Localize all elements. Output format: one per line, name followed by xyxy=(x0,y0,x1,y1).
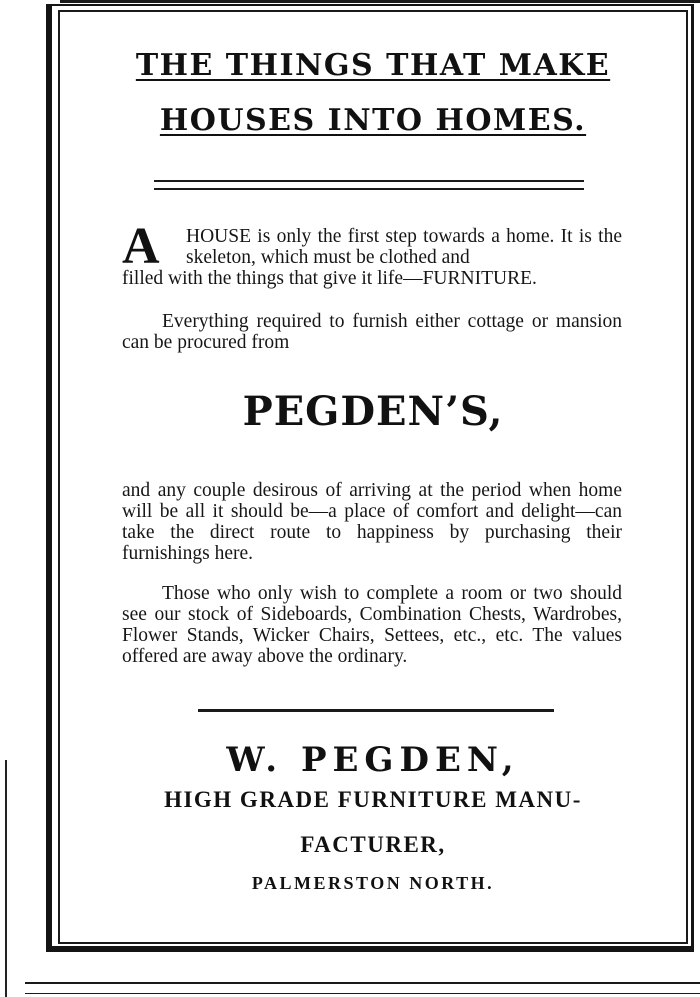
paragraph-1-closing: filled with the things that give it life—FURNITURE. xyxy=(122,268,537,289)
paragraph-1-opening: HOUSE is only the first step towards a home. It is the skeleton, which must be clothed and xyxy=(186,226,622,268)
left-edge-line xyxy=(5,760,7,997)
signature-divider xyxy=(198,709,554,712)
signature-line-1: HIGH GRADE FURNITURE MANU- xyxy=(164,787,582,812)
signature-name: W. PEGDEN, xyxy=(226,740,520,780)
signature-line-2: FACTURER, xyxy=(300,832,446,857)
signature-line-3: PALMERSTON NORTH. xyxy=(251,873,495,893)
brand-name: PEGDEN’S, xyxy=(242,388,504,435)
page-bottom-rules xyxy=(25,982,700,994)
drop-cap: A xyxy=(122,218,160,275)
headline-line-1: THE THINGS THAT MAKE xyxy=(135,48,611,83)
paragraph-4: Those who only wish to complete a room or two should see our stock of Sideboards, Combination Chests, Wardrobes, Flower Stands, Wicker Chairs, Settees, etc., etc. The values offered are away above the ordinary. xyxy=(122,583,622,667)
headline-divider xyxy=(154,180,584,190)
paragraph-2: Everything required to furnish either cottage or mansion can be procured from xyxy=(122,311,622,353)
page-top-rule xyxy=(60,0,700,3)
paragraph-3: and any couple desirous of arriving at the period when home will be all it should be—a place of comfort and delight—can take the direct route to happiness by purchasing their furnishings here. xyxy=(122,480,622,564)
headline-line-2: HOUSES INTO HOMES. xyxy=(159,103,587,138)
